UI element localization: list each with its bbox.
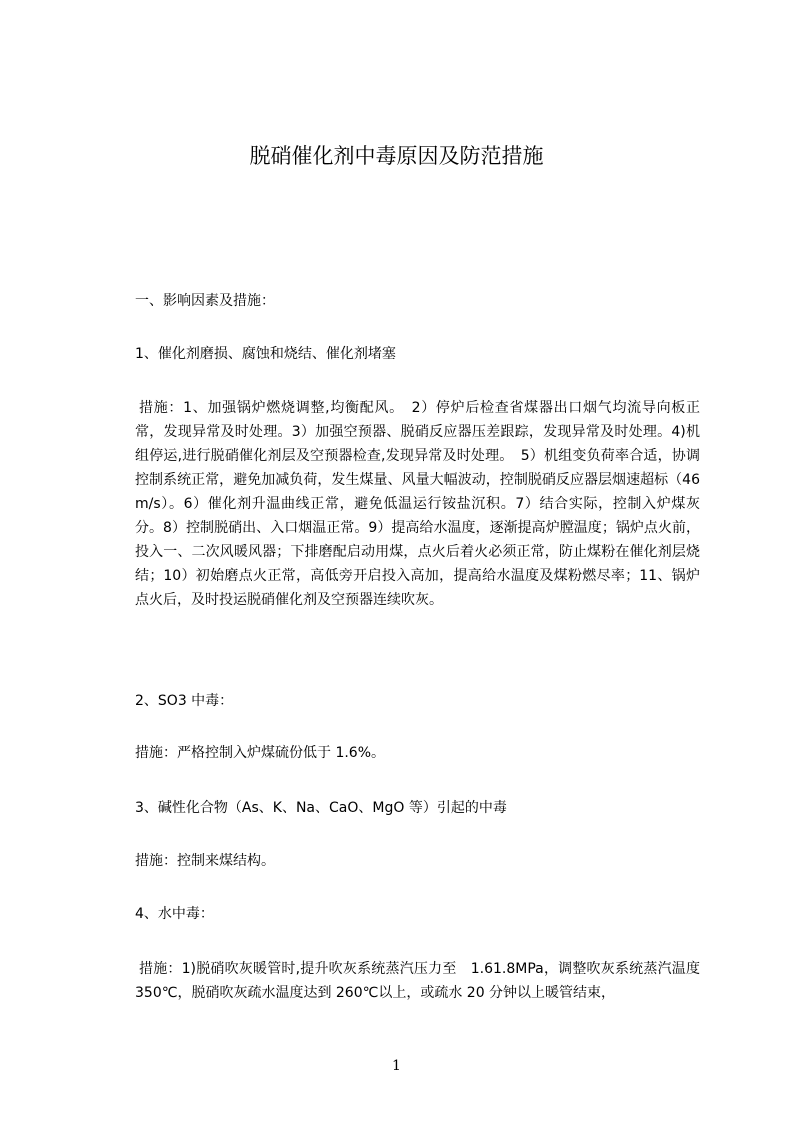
document-title: 脱硝催化剂中毒原因及防范措施 [249, 144, 544, 168]
item-1-measures: 措施：1、加强锅炉燃烧调整,均衡配风。 2）停炉后检查省煤器出口烟气均流导向板正常，发现异常及时处理。3）加强空预器、脱硝反应器压差跟踪，发现异常及时处理。4)机组停运,进行脱硝催化剂层及空预器检查,发现异常及时处理。 5）机组变负荷率合适，协调控制系统正常，避免加减负荷，发生煤量、风量大幅波动，控制脱硝反应器层烟速超标（46m/s）。6）催化剂升温曲线正常，避免低温运行铵盐沉积。7）结合实际，控制入炉煤灰分。8）控制脱硝出、入口烟温正常。9）提高给水温度，逐渐提高炉膛温度；锅炉点火前，投入一、二次风暖风器；下排磨配启动用煤，点火后着火必须正常，防止煤粉在催化剂层烧结；10）初始磨点火正常，高低旁开启投入高加，提高给水温度及煤粉燃尽率；11、锅炉点火后，及时投运脱硝催化剂及空预器连续吹灰。 [135, 400, 700, 608]
item-3-heading: 3、碱性化合物（As、K、Na、CaO、MgO 等）引起的中毒 [135, 800, 507, 816]
page-number: 1 [392, 1058, 401, 1074]
item-1-heading: 1、催化剂磨损、腐蚀和烧结、催化剂堵塞 [135, 346, 396, 362]
item-3-measures: 措施：控制来煤结构。 [135, 853, 275, 869]
item-2-measures: 措施：严格控制入炉煤硫份低于 1.6%。 [135, 745, 386, 761]
item-4-heading: 4、水中毒： [135, 906, 214, 922]
item-2-heading: 2、SO3 中毒： [135, 693, 234, 709]
section-heading: 一、影响因素及措施： [135, 293, 275, 309]
item-4-measures: 措施：1)脱硝吹灰暖管时,提升吹灰系统蒸汽压力至 1.61.8MPa，调整吹灰系统蒸汽温度 350℃，脱硝吹灰疏水温度达到 260℃以上，或疏水 20 分钟以上暖管结束， [135, 961, 700, 1001]
